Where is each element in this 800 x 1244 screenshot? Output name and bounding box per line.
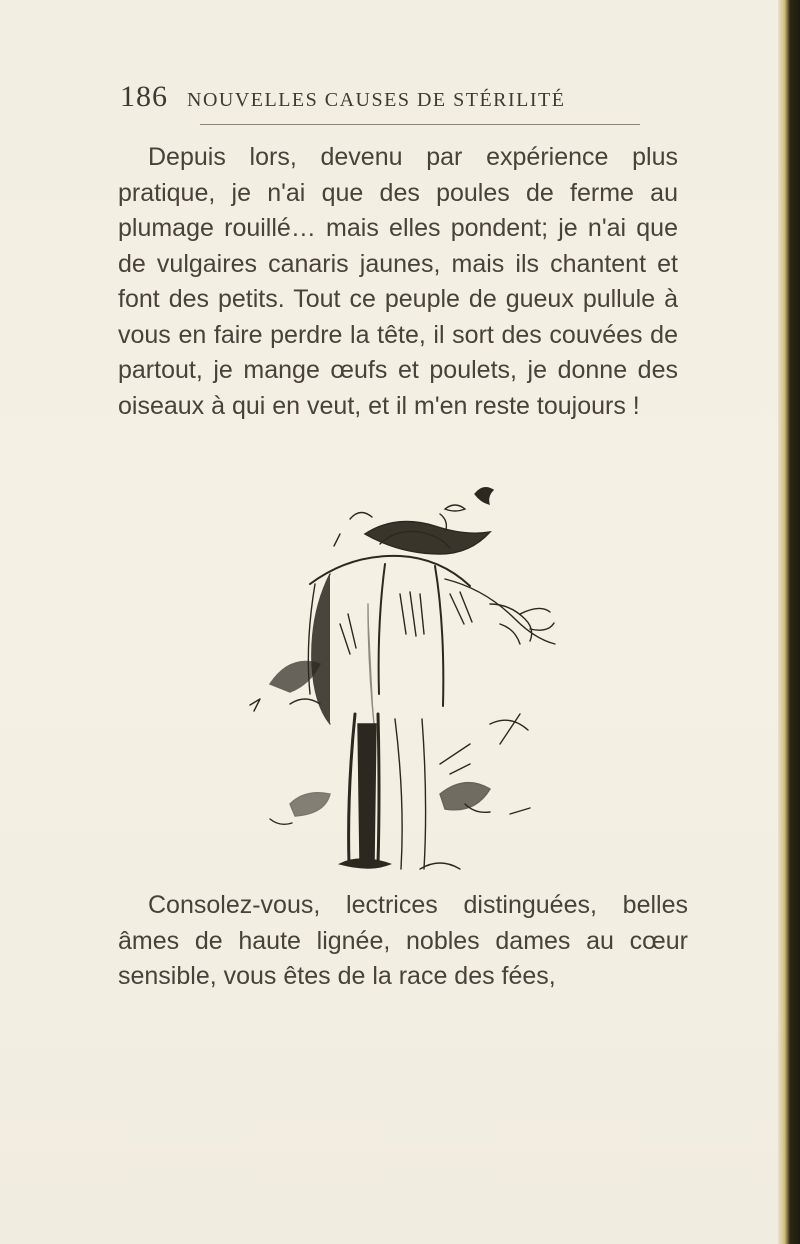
page-number: 186 xyxy=(120,80,168,113)
text-block-bottom xyxy=(118,888,688,995)
page-edge xyxy=(778,0,800,1244)
paragraph-first: Depuis lors, devenu par expérience plus pratique, je n'ai que des poules de ferme au plumage rouillé… mais elles pondent; je n'ai que de vulgaires canaris jaunes, mais ils chantent et font des petits. Tout ce peuple de gueux pullule à vous en faire perdre la tête, il sort des couvées de partout, je mange œufs et poulets, je donne des oiseaux à qui en veut, et il m'en reste toujours ! xyxy=(118,143,678,420)
header-rule xyxy=(200,124,640,125)
text-block-top xyxy=(118,140,678,424)
running-title: NOUVELLES CAUSES DE STÉRILITÉ xyxy=(187,89,566,111)
paragraph-second: Consolez-vous, lectrices distinguées, belles âmes de haute lignée, nobles dames au cœur sensible, vous êtes de la race des fées, xyxy=(118,891,688,990)
page-header xyxy=(120,80,565,114)
figure-with-birds-icon xyxy=(190,474,610,894)
